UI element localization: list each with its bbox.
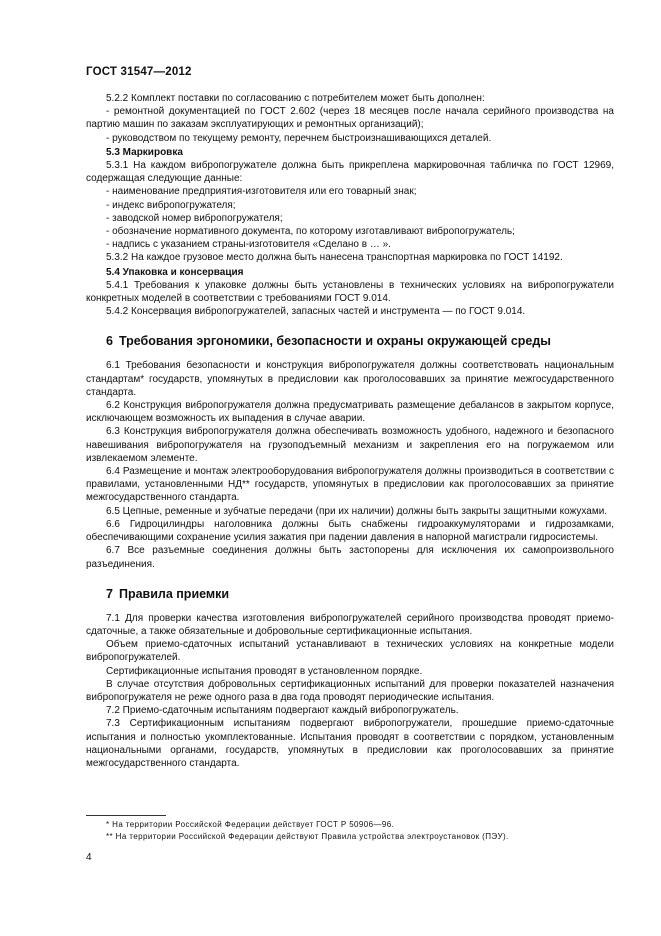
- section-heading: [106, 334, 614, 349]
- footnote-2: ** На территории Российской Федерации действуют Правила устройства электроустановок (ПЭУ).: [106, 832, 509, 841]
- page-number: 4: [86, 852, 92, 863]
- list-item: - обозначение нормативного документа, по которому изготавливают вибропогружатель;: [106, 226, 515, 238]
- list-item: - индекс вибропогружателя;: [106, 199, 236, 211]
- list-item: - надпись с указанием страны-изготовителя «Сделано в … ».: [106, 239, 391, 251]
- footnote-separator: [86, 815, 166, 816]
- list-item: - руководством по текущему ремонту, перечнем быстроизнашивающихся деталей.: [106, 132, 492, 144]
- paragraph: 6.3 Конструкция вибропогружателя должна обеспечивать возможность удобного, надежного и безопасного навешивания вибропогружателя на грузоподъемный механизм и закрепления его на погружаемом или извлекаемом элементе.: [86, 426, 614, 464]
- paragraph: 6.4 Размещение и монтаж электрооборудования вибропогружателя должны производиться в соответствии с правилами, установленными НД** государств, упомянутых в предисловии как проголосовавших за принятие межгосударственного стандарта.: [86, 466, 614, 504]
- paragraph: 5.3.1 На каждом вибропогружателе должна быть прикреплена маркировочная табличка по ГОСТ 12969, содержащая следующие данные:: [86, 160, 614, 185]
- paragraph: 5.3.2 На каждое грузовое место должна быть нанесена транспортная маркировка по ГОСТ 14192.: [106, 252, 563, 264]
- subsection-heading: 5.3 Маркировка: [106, 146, 183, 158]
- section-heading: [106, 587, 614, 602]
- paragraph: В случае отсутствия добровольных сертификационных испытаний для проверки показателей назначения вибропогружателя не реже одного раза в два года проводят периодические испытания.: [86, 678, 614, 703]
- paragraph: 6.1 Требования безопасности и конструкция вибропогружателя должны соответствовать национальным стандартам* государств, упомянутых в предисловии как проголосовавших за принятие межгосударственного стандарта.: [86, 360, 614, 398]
- footnotes: [106, 819, 509, 843]
- paragraph: 7.1 Для проверки качества изготовления вибропогружателей серийного производства проводят приемо-сдаточные, а также обязательные и добровольные сертификационные испытания.: [86, 612, 614, 637]
- paragraph: 7.2 Приемо-сдаточным испытаниям подвергают каждый вибропогружатель.: [106, 705, 459, 717]
- paragraph: 5.2.2 Комплект поставки по согласованию с потребителем может быть дополнен:: [106, 93, 485, 104]
- section-title: Правила приемки: [118, 586, 230, 601]
- footnote-1: * На территории Российской Федерации действует ГОСТ Р 50906—96.: [106, 820, 395, 829]
- paragraph: 7.3 Сертификационным испытаниям подвергают вибропогружатели, прошедшие приемо-сдаточные испытания и полностью укомплектованные. Испытания проводят в соответствии с порядком, установленным национальными органами, государств, упомянутых в предисловии как проголосовавших за принятие межгосударственного стандарта.: [86, 718, 614, 769]
- paragraph: Объем приемо-сдаточных испытаний устанавливают в технических условиях на конкретные модели вибропогружателей.: [86, 639, 614, 664]
- section-title: Требования эргономики, безопасности и охраны окружающей среды: [118, 334, 551, 349]
- subsection-heading: 5.4 Упаковка и консервация: [106, 266, 244, 278]
- section-number: 6: [106, 334, 113, 349]
- document-header: ГОСТ 31547—2012: [86, 66, 192, 78]
- paragraph: 6.2 Конструкция вибропогружателя должна предусматривать размещение дебалансов в закрытом корпусе, исключающем возможность их выпадения в случае аварии.: [86, 400, 614, 425]
- paragraph: Сертификационные испытания проводят в установленном порядке.: [106, 665, 423, 677]
- list-item: - заводской номер вибропогружателя;: [106, 212, 283, 224]
- document-body: [86, 92, 614, 770]
- paragraph: 6.6 Гидроцилиндры наголовника должны быть снабжены гидроаккумуляторами и гидрозамками, обеспечивающими сохранение усилия зажатия при падении давления в напорной магистрали гидросистемы.: [86, 518, 614, 544]
- paragraph: 5.4.2 Консервация вибропогружателей, запасных частей и инструмента — по ГОСТ 9.014.: [106, 306, 526, 318]
- list-item: - ремонтной документацией по ГОСТ 2.602 (через 18 месяцев после начала серийного производства на партию машин по заказам эксплуатирующих и ремонтных организаций);: [86, 106, 614, 131]
- paragraph: 6.7 Все разъемные соединения должны быть застопорены для исключения их самопроизвольного разъединения.: [86, 545, 614, 570]
- paragraph: 6.5 Цепные, ременные и зубчатые передачи (при их наличии) должны быть закрыты защитными кожухами.: [106, 505, 608, 517]
- list-item: - наименование предприятия-изготовителя или его товарный знак;: [106, 186, 417, 198]
- paragraph: 5.4.1 Требования к упаковке должны быть установлены в технических условиях на вибропогружатели конкретных моделей в соответствии с требованиями ГОСТ 9.014.: [86, 279, 614, 305]
- section-number: 7: [106, 586, 113, 601]
